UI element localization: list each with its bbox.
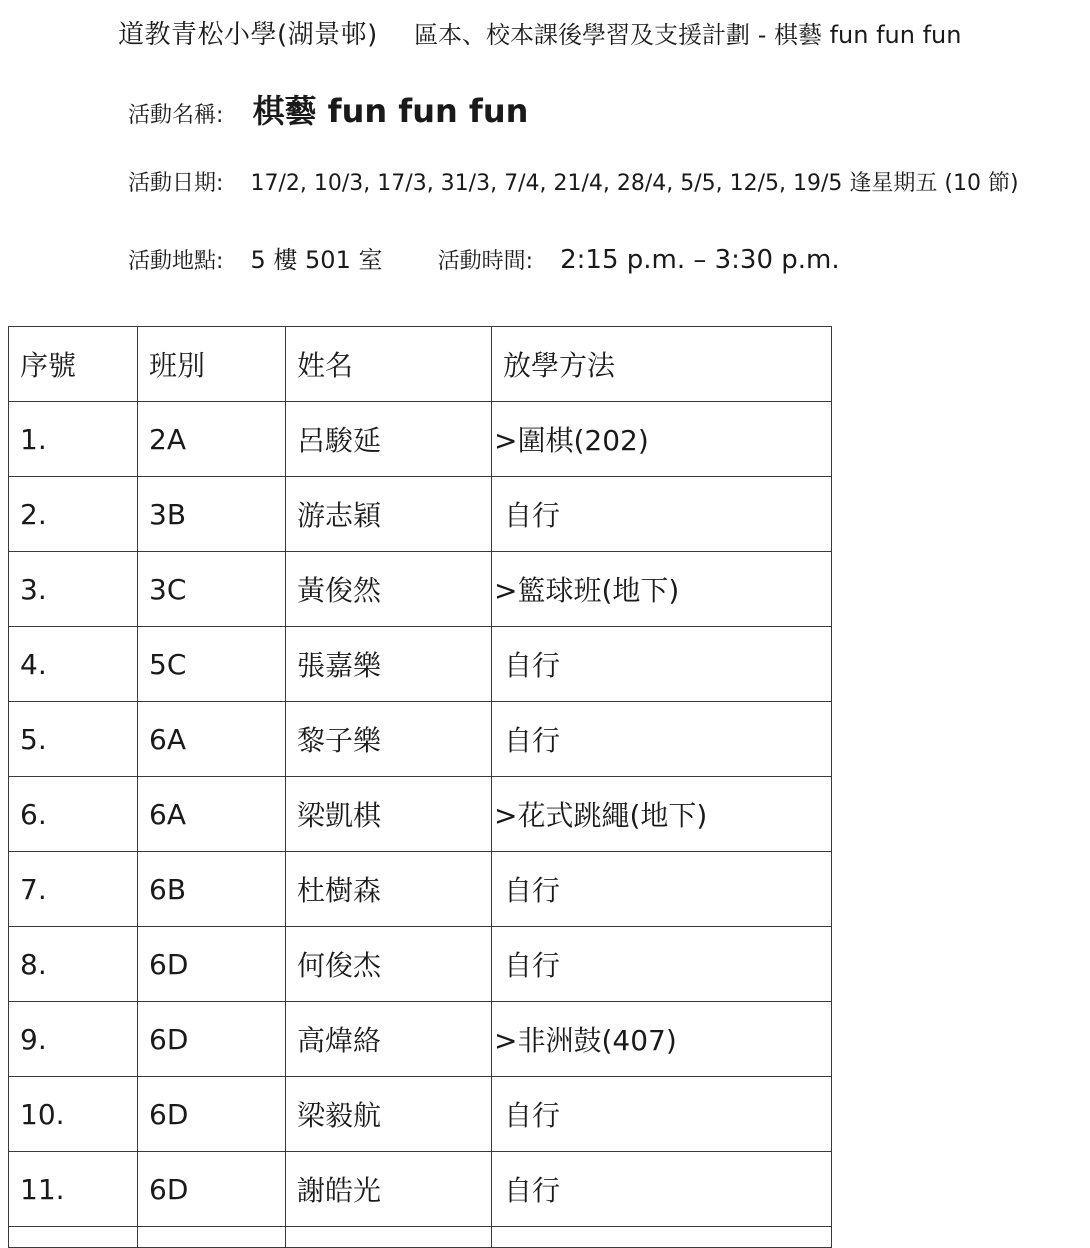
row-class: 6D [138,927,286,1002]
table-row [9,702,832,777]
row-class: 6B [138,852,286,927]
row-dismissal-method: 自行 [492,627,832,702]
row-number: 4. [9,627,138,702]
activity-name-value: 棋藝 fun fun fun [252,92,529,130]
activity-date-label: 活動日期: [128,171,224,196]
row-student-name: 梁毅航 [286,1077,492,1152]
row-number: 1. [9,402,138,477]
column-header-class: 班別 [138,327,286,402]
row-number: 8. [9,927,138,1002]
row-class: 6A [138,702,286,777]
row-class: 3C [138,552,286,627]
table-row [9,1152,832,1227]
activity-place-row [128,240,840,275]
table-row [9,477,832,552]
row-class: 6D [138,1077,286,1152]
row-student-name: 黃俊然 [286,552,492,627]
row-dismissal-method: >籃球班(地下) [492,552,832,627]
activity-name-row [128,86,528,132]
school-name: 道教青松小學(湖景邨) [118,20,378,50]
row-class: 6A [138,777,286,852]
row-dismissal-method: 自行 [492,477,832,552]
row-dismissal-method: 自行 [492,702,832,777]
row-class: 5C [138,627,286,702]
row-number: 5. [9,702,138,777]
table-row [9,1077,832,1152]
row-class: 6D [138,1152,286,1227]
activity-time-label: 活動時間: [437,249,533,274]
row-dismissal-method: >圍棋(202) [492,402,832,477]
table-row-cutoff [9,1227,832,1248]
row-student-name: 杜樹森 [286,852,492,927]
column-header-dismissal: 放學方法 [492,327,832,402]
table-header-row [9,327,832,402]
student-roster-table [8,326,832,1248]
row-student-name: 何俊杰 [286,927,492,1002]
row-student-name: 謝皓光 [286,1152,492,1227]
row-student-name: 游志穎 [286,477,492,552]
row-number: 10. [9,1077,138,1152]
table-row [9,552,832,627]
activity-date-row [128,166,1019,197]
row-class: 6D [138,1002,286,1077]
row-number: 3. [9,552,138,627]
row-number: 2. [9,477,138,552]
column-header-name: 姓名 [286,327,492,402]
table-row [9,777,832,852]
row-number: 9. [9,1002,138,1077]
activity-date-value: 17/2, 10/3, 17/3, 31/3, 7/4, 21/4, 28/4, 5/5, 12/5, 19/5 逢星期五 (10 節) [250,171,1019,196]
row-dismissal-method: 自行 [492,1152,832,1227]
table-row [9,402,832,477]
table-row [9,852,832,927]
column-header-number: 序號 [9,327,138,402]
row-dismissal-method: >花式跳繩(地下) [492,777,832,852]
activity-place-value: 5 樓 501 室 [250,246,383,274]
row-number: 6. [9,777,138,852]
document-title [118,14,961,51]
table-row [9,627,832,702]
row-student-name: 呂駿延 [286,402,492,477]
row-number: 7. [9,852,138,927]
activity-place-label: 活動地點: [128,249,224,274]
row-student-name: 梁凱棋 [286,777,492,852]
activity-time-value: 2:15 p.m. – 3:30 p.m. [560,245,840,275]
row-dismissal-method: >非洲鼓(407) [492,1002,832,1077]
table-row [9,927,832,1002]
row-number: 11. [9,1152,138,1227]
table-row [9,1002,832,1077]
activity-name-label: 活動名稱: [128,103,224,128]
row-student-name: 張嘉樂 [286,627,492,702]
row-student-name: 高煒絡 [286,1002,492,1077]
row-class: 3B [138,477,286,552]
program-name: 區本、校本課後學習及支援計劃 - 棋藝 fun fun fun [414,21,962,49]
row-student-name: 黎子樂 [286,702,492,777]
row-dismissal-method: 自行 [492,927,832,1002]
row-dismissal-method: 自行 [492,1077,832,1152]
row-dismissal-method: 自行 [492,852,832,927]
row-class: 2A [138,402,286,477]
